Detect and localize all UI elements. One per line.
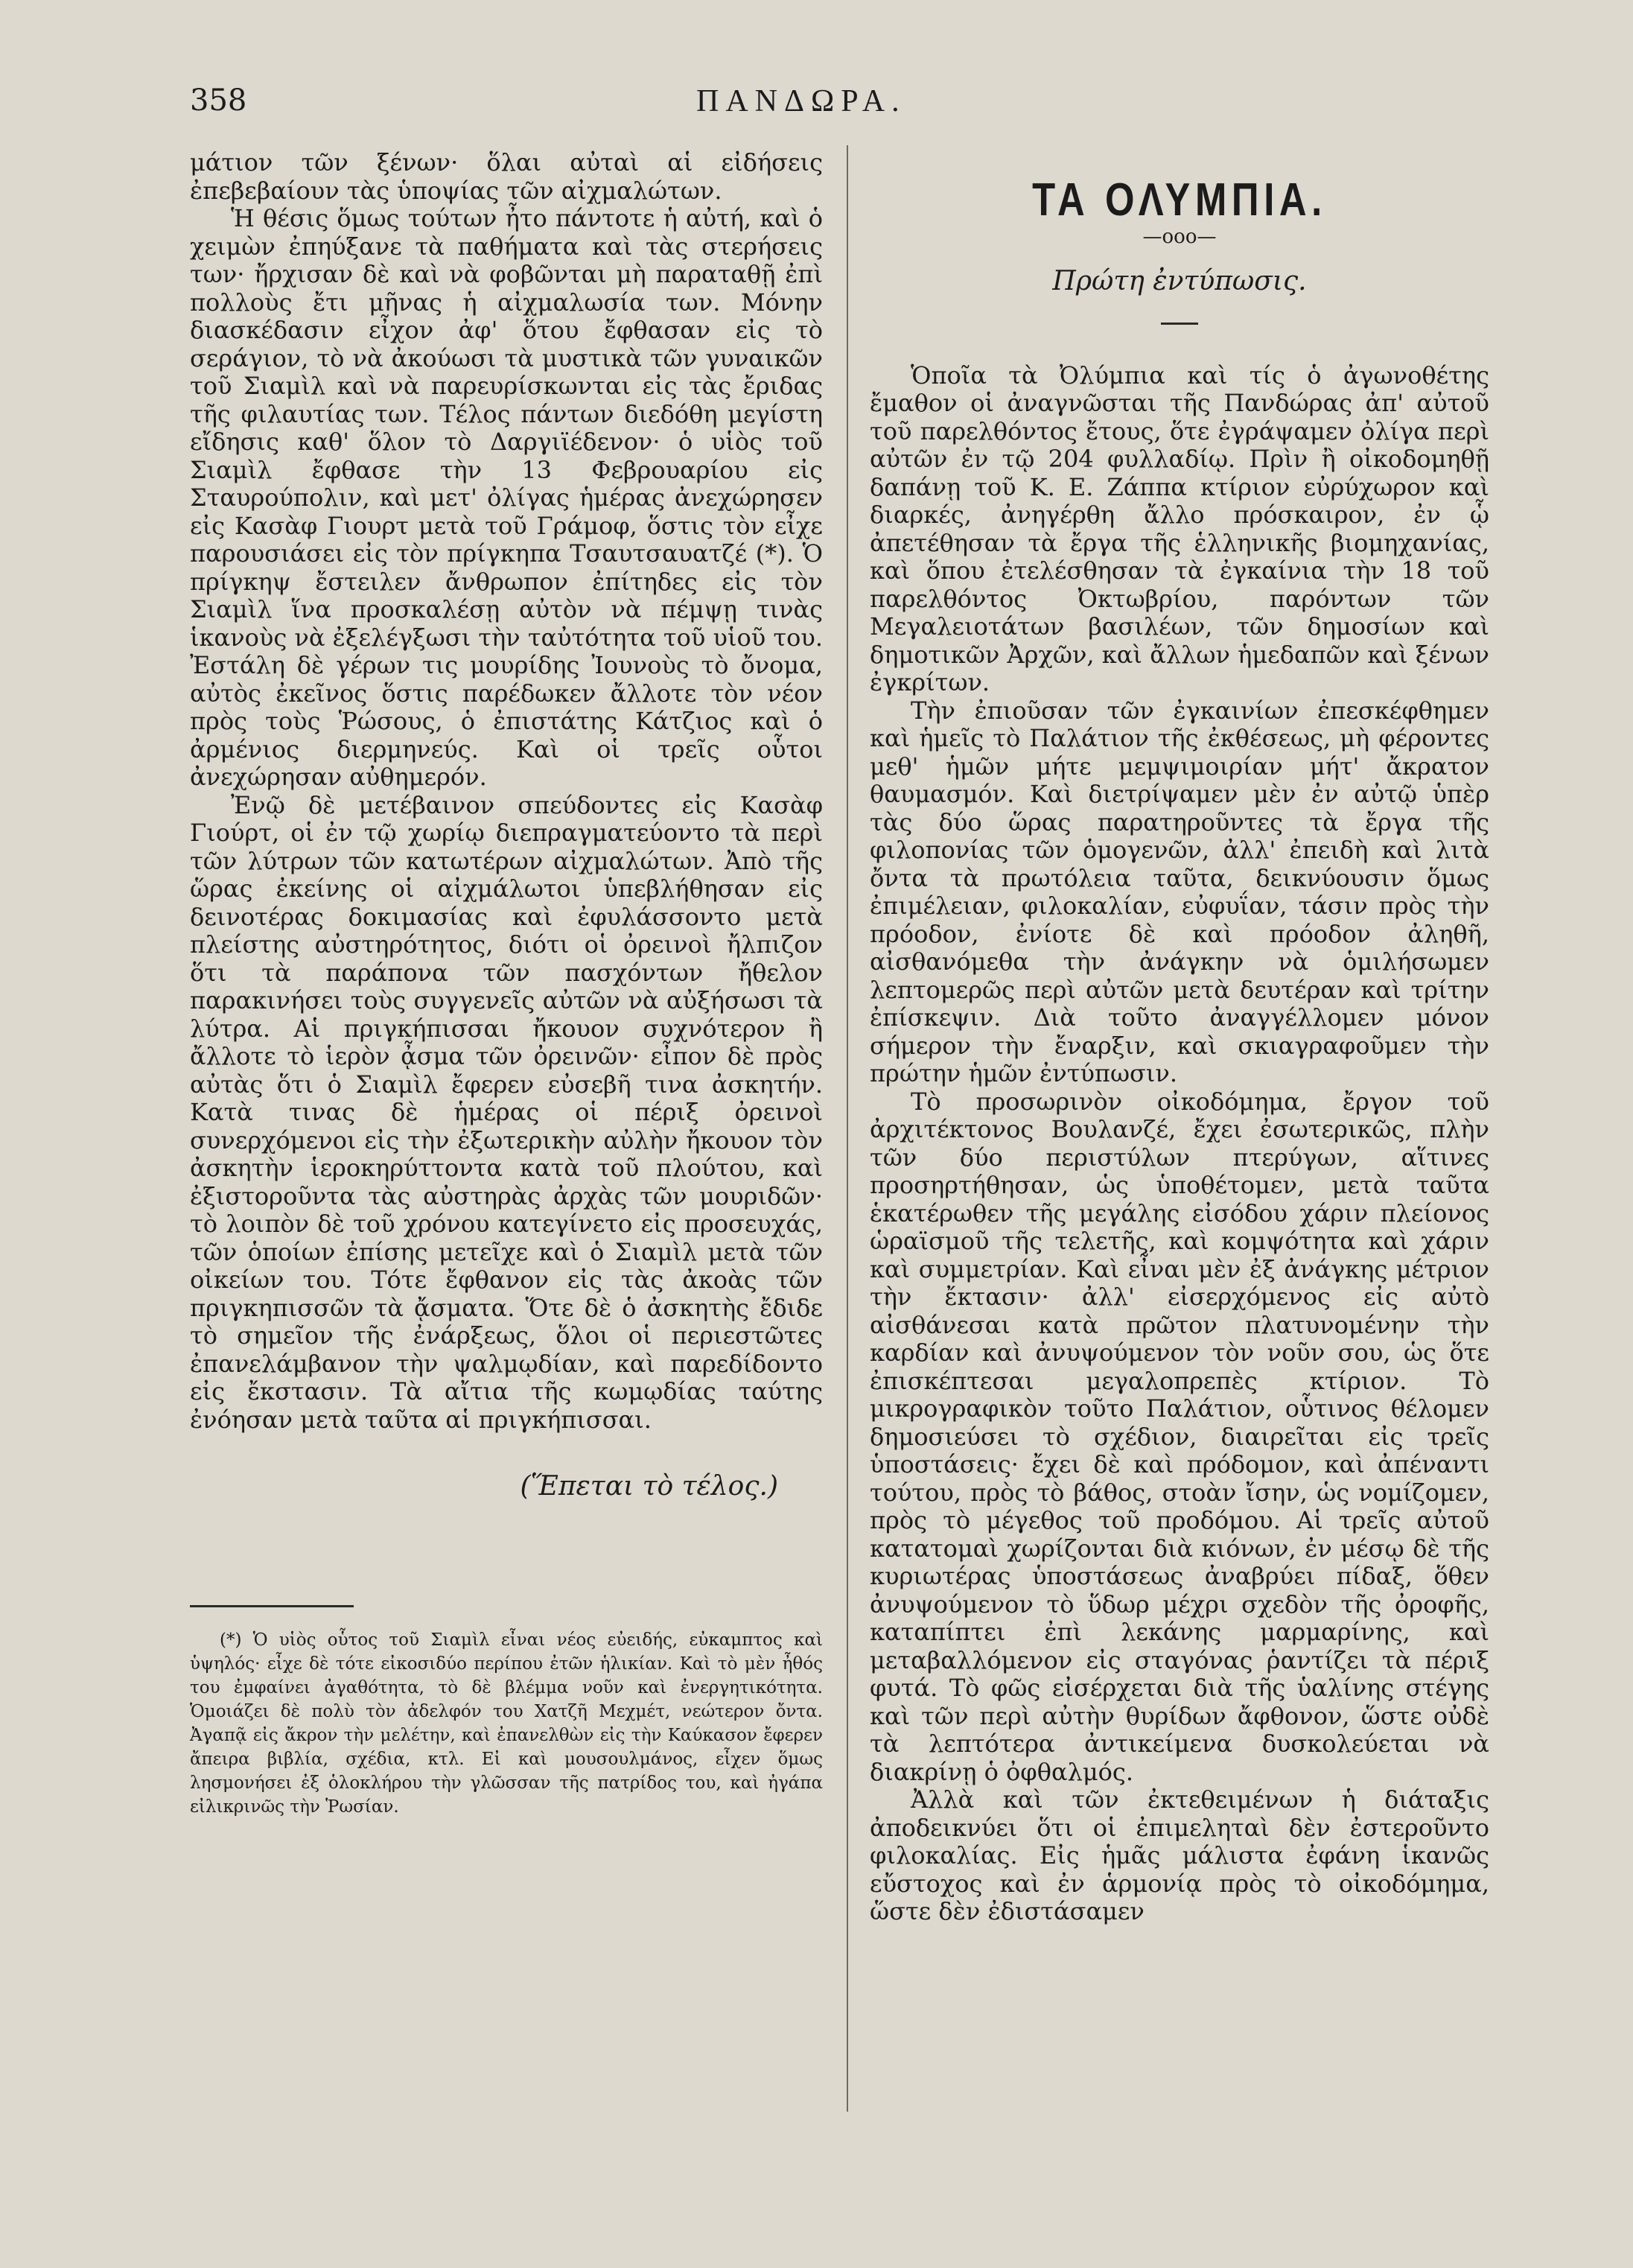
body-paragraph: Τὴν ἐπιοῦσαν τῶν ἐγκαινίων ἐπεσκέφθημεν καὶ ἡμεῖς τὸ Παλάτιον τῆς ἐκθέσεως, μὴ φέροντες μεθ' ἡμῶν μήτε μεμψιμοιρίαν μήτ' ἄκρατον θαυμασμόν. Καὶ διετρίψαμεν μὲν ἐν αὐτῷ ὑπὲρ τὰς δύο ὥρας παρατηροῦντες τὰ ἔργα τῆς φιλοπονίας τῶν ὁμογενῶν, ἀλλ' ἐπειδὴ καὶ λιτὰ ὄντα τὰ πρωτόλεια ταῦτα, δεικνύουσιν ὅμως ἐπιμέλειαν, φιλοκαλίαν, εὐφυΐαν, τάσιν πρὸς τὴν πρόοδον, ἐνίοτε δὲ καὶ πρόοδον ἀληθῆ, αἰσθανόμεθα τὴν ἀνάγκην νὰ ὁμιλήσωμεν λεπτομερῶς περὶ αὐτῶν μετὰ δευτέραν καὶ τρίτην ἐπίσκεψιν. Διὰ τοῦτο ἀναγγέλλομεν μόνον σήμερον τὴν ἔναρξιν, καὶ σκιαγραφοῦμεν τὴν πρώτην ἡμῶν ἐντύπωσιν. xyxy=(870,696,1489,1087)
body-paragraph: Ἡ θέσις ὅμως τούτων ἦτο πάντοτε ἡ αὐτή, καὶ ὁ χειμὼν ἐπηύξανε τὰ παθήματα καὶ τὰς στερήσεις των· ἤρχισαν δὲ καὶ νὰ φοβῶνται μὴ παραταθῇ ἐπὶ πολλοὺς ἔτι μῆνας ἡ αἰχμαλωσία των. Μόνην διασκέδασιν εἶχον ἀφ' ὅτου ἔφθασαν εἰς τὸ σεράγιον, τὸ νὰ ἀκούωσι τὰ μυστικὰ τῶν γυναικῶν τοῦ Σιαμὶλ καὶ νὰ παρευρίσκωνται εἰς τὰς ἔριδας τῆς φιλαυτίας των. Τέλος πάντων διεδόθη μεγίστη εἴδησις καθ' ὅλον τὸ Δαργιϊέδενον· ὁ υἱὸς τοῦ Σιαμὶλ ἔφθασε τὴν 13 Φεβρουαρίου εἰς Σταυρούπολιν, καὶ μετ' ὀλίγας ἡμέρας ἀνεχώρησεν εἰς Κασὰφ Γιουρτ μετὰ τοῦ Γράμοφ, ὅστις τὸν εἶχε παρουσιάσει εἰς τὸν πρίγκηπα Τσαυτσαυατζέ (*). Ὁ πρίγκηψ ἔστειλεν ἄνθρωπον ἐπίτηδες εἰς τὸν Σιαμὶλ ἵνα προσκαλέσῃ αὐτὸν νὰ πέμψῃ τινὰς ἱκανοὺς νὰ ἐξελέγξωσι τὴν ταὐτότητα τοῦ υἱοῦ του. Ἐστάλη δὲ γέρων τις μουρίδης Ἰουνοὺς τὸ ὄνομα, αὐτὸς ἐκεῖνος ὅστις παρέδωκεν ἄλλοτε τὸν νέον πρὸς τοὺς Ῥώσους, ὁ ἐπιστάτης Κάτζιος καὶ ὁ ἀρμένιος διερμηνεύς. Καὶ οἱ τρεῖς οὗτοι ἀνεχώρησαν αὐθημερόν. xyxy=(190,204,823,791)
left-column xyxy=(190,149,823,1819)
page-header xyxy=(190,83,1471,136)
column-divider xyxy=(847,145,848,2112)
footnote: (*) Ὁ υἱὸς οὗτος τοῦ Σιαμὶλ εἶναι νέος εὐειδής, εὐκαμπτος καὶ ὑψηλός· εἶχε δὲ τότε εἰκοσιδύο περίπου ἐτῶν ἡλικίαν. Καὶ τὸ μὲν ἦθός του ἐμφαίνει ἀγαθότητα, τὸ δὲ βλέμμα νοῦν καὶ ἐνεργητικότητα. Ὁμοιάζει δὲ πολὺ τὸν ἀδελφόν του Χατζῆ Μεχμέτ, νεώτερον ὄντα. Ἀγαπᾷ εἰς ἄκρον τὴν μελέτην, καὶ ἐπανελθὼν εἰς τὴν Καύκασον ἔφερεν ἄπειρα βιβλία, σχέδια, κτλ. Εἰ καὶ μουσουλμάνος, εἶχεν ὅμως λησμονήσει ἐξ ὁλοκλήρου τὴν γλῶσσαν τῆς πατρίδος του, καὶ ἠγάπα εἰλικρινῶς τὴν Ῥωσίαν. xyxy=(190,1630,823,1817)
right-column xyxy=(870,149,1489,1926)
article-title: ΤΑ ΟΛΥΜΠΙΑ. xyxy=(1032,174,1327,226)
footnote-rule xyxy=(190,1605,354,1607)
body-paragraph: μάτιον τῶν ξένων· ὅλαι αὐταὶ αἱ εἰδήσεις ἐπεβεβαίουν τὰς ὑποψίας τῶν αἰχμαλώτων. xyxy=(190,148,823,205)
continued-note: (Ἕπεται τὸ τέλος.) xyxy=(520,1471,778,1502)
page-number: 358 xyxy=(190,83,247,118)
title-ornament: —ooo— xyxy=(1142,225,1217,248)
article-subtitle: Πρώτη ἐντύπωσις. xyxy=(1052,266,1307,296)
section-rule xyxy=(1161,323,1198,325)
running-title: ΠΑΝΔΩΡΑ. xyxy=(696,84,906,118)
body-paragraph: Τὸ προσωρινὸν οἰκοδόμημα, ἔργον τοῦ ἀρχιτέκτονος Βουλανζέ, ἔχει ἐσωτερικῶς, πλὴν τῶν δύο περιστύλων πτερύγων, αἵτινες προσηρτήθησαν, ὡς ὑποθέτομεν, μετὰ ταῦτα ἑκατέρωθεν τῆς μεγάλης εἰσόδου χάριν πλείονος ὡραϊσμοῦ τῆς τελετῆς, καὶ κομψότητα καὶ χάριν καὶ συμμετρίαν. Καὶ εἶναι μὲν ἐξ ἀνάγκης μέτριον τὴν ἔκτασιν· ἀλλ' εἰσερχόμενος εἰς αὐτὸ αἰσθάνεσαι κατὰ πρῶτον πλατυνομένην τὴν καρδίαν καὶ ἀνυψούμενον τὸν νοῦν σου, ὡς ὅτε ἐπισκέπτεσαι μεγαλοπρεπὲς κτίριον. Τὸ μικρογραφικὸν τοῦτο Παλάτιον, οὗτινος θέλομεν δημοσιεύσει τὸ σχέδιον, διαιρεῖται εἰς τρεῖς ὑποστάσεις· ἔχει δὲ καὶ πρόδομον, καὶ ἀπέναντι τούτου, πρὸς τὸ βάθος, στοὰν ἴσην, ὡς νομίζομεν, πρὸς τὸ μέγεθος τοῦ προδόμου. Αἱ τρεῖς αὐτοῦ κατατομαὶ χωρίζονται διὰ κιόνων, ἐν μέσῳ δὲ τῆς κυριωτέρας ὑποστάσεως ἀναβρύει πίδαξ, ὅθεν ἀνυψούμενον τὸ ὕδωρ μέχρι σχεδὸν τῆς ὀροφῆς, καταπίπτει ἐπὶ λεκάνης μαρμαρίνης, καὶ μεταβαλλόμενον εἰς σταγόνας ῥαντίζει τὰ πέριξ φυτά. Τὸ φῶς εἰσέρχεται διὰ τῆς ὑαλίνης στέγης καὶ τῶν περὶ αὐτὴν θυρίδων ἄφθονον, ὥστε οὐδὲ τὰ λεπτότερα ἀντικείμενα δυσκολεύεται νὰ διακρίνῃ ὁ ὀφθαλμός. xyxy=(870,1087,1489,1786)
body-paragraph: Ὁποῖα τὰ Ὀλύμπια καὶ τίς ὁ ἀγωνοθέτης ἔμαθον οἱ ἀναγνῶσται τῆς Πανδώρας ἀπ' αὐτοῦ τοῦ παρελθόντος ἔτους, ὅτε ἐγράψαμεν ὀλίγα περὶ αὐτῶν ἐν τῷ 204 φυλλαδίῳ. Πρὶν ἢ οἰκοδομηθῇ δαπάνῃ τοῦ Κ. Ε. Ζάππα κτίριον εὐρύχωρον καὶ διαρκές, ἀνηγέρθη ἄλλο πρόσκαιρον, ἐν ᾧ ἀπετέθησαν τὰ ἔργα τῆς ἑλληνικῆς βιομηχανίας, καὶ ὅπου ἐτελέσθησαν τὰ ἐγκαίνια τὴν 18 τοῦ παρελθόντος Ὀκτωβρίου, παρόντων τῶν Μεγαλειοτάτων βασιλέων, τῶν δημοσίων καὶ δημοτικῶν Ἀρχῶν, καὶ ἄλλων ἡμεδαπῶν καὶ ξένων ἐγκρίτων. xyxy=(870,360,1489,696)
body-paragraph: Ἀλλὰ καὶ τῶν ἐκτεθειμένων ἡ διάταξις ἀποδεικνύει ὅτι οἱ ἐπιμεληταὶ δὲν ἐστεροῦντο φιλοκαλίας. Εἰς ἡμᾶς μάλιστα ἐφάνη ἱκανῶς εὔστοχος καὶ ἐν ἁρμονίᾳ πρὸς τὸ οἰκοδόμημα, ὥστε δὲν ἐδιστάσαμεν xyxy=(870,1785,1489,1925)
body-paragraph: Ἐνῷ δὲ μετέβαινον σπεύδοντες εἰς Κασὰφ Γιούρτ, οἱ ἐν τῷ χωρίῳ διεπραγματεύοντο τὰ περὶ τῶν λύτρων τῶν κατωτέρων αἰχμαλώτων. Ἀπὸ τῆς ὥρας ἐκείνης οἱ αἰχμάλωτοι ὑπεβλήθησαν εἰς δεινοτέρας δοκιμασίας καὶ ἐφυλάσσοντο μετὰ πλείστης αὐστηρότητος, διότι οἱ ὀρεινοὶ ἤλπιζον ὅτι τὰ παράπονα τῶν πασχόντων ἤθελον παρακινήσει τοὺς συγγενεῖς αὐτῶν νὰ αὐξήσωσι τὰ λύτρα. Αἱ πριγκήπισσαι ἤκουον συχνότερον ἢ ἄλλοτε τὸ ἱερὸν ᾆσμα τῶν ὀρεινῶν· εἶπον δὲ πρὸς αὐτὰς ὅτι ὁ Σιαμὶλ ἔφερεν εὐσεβῆ τινα ἀσκητήν. Κατὰ τινας δὲ ἡμέρας οἱ πέριξ ὀρεινοὶ συνερχόμενοι εἰς τὴν ἐξωτερικὴν αὐλὴν ἤκουον τὸν ἀσκητὴν ἱεροκηρύττοντα κατὰ τοῦ πλούτου, καὶ ἐξιστοροῦντα τὰς αὐστηρὰς ἀρχὰς τῶν μουριδῶν· τὸ λοιπὸν δὲ τοῦ χρόνου κατεγίνετο εἰς προσευχάς, τῶν ὁποίων ἐπίσης μετεῖχε καὶ ὁ Σιαμὶλ μετὰ τῶν οἰκείων του. Τότε ἔφθανον εἰς τὰς ἀκοὰς τῶν πριγκηπισσῶν τὰ ᾄσματα. Ὅτε δὲ ὁ ἀσκητὴς ἔδιδε τὸ σημεῖον τῆς ἐνάρξεως, ὅλοι οἱ περιεστῶτες ἐπανελάμβανον τὴν ψαλμῳδίαν, καὶ παρεδίδοντο εἰς ἔκστασιν. Τὰ αἴτια τῆς κωμῳδίας ταύτης ἐνόησαν μετὰ ταῦτα αἱ πριγκήπισσαι. xyxy=(190,790,823,1434)
